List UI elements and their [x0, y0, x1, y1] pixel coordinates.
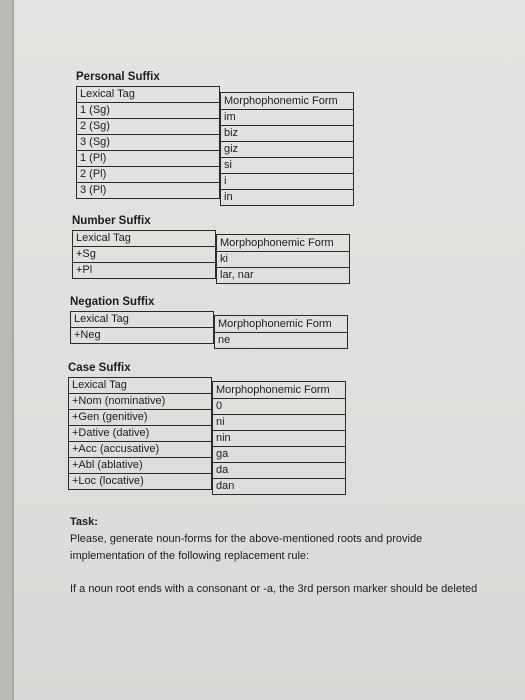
number-suffix-section	[72, 214, 350, 284]
personal-tag-cell: 1 (Sg)	[77, 103, 220, 119]
task-title: Task:	[70, 516, 98, 528]
case-form-cell: nin	[213, 431, 346, 447]
document-page	[12, 0, 525, 700]
task-rule: If a noun root ends with a consonant or -a, the 3rd person marker should be deleted	[70, 583, 478, 595]
task-section	[70, 514, 490, 598]
personal-form-cell: giz	[221, 142, 354, 158]
case-suffix-title: Case Suffix	[68, 362, 131, 374]
personal-tag-cell: 2 (Sg)	[77, 119, 220, 135]
personal-tag-cell: 3 (Sg)	[77, 135, 220, 151]
case-tag-cell: +Nom (nominative)	[69, 394, 212, 410]
personal-tag-header: Lexical Tag	[77, 87, 220, 103]
personal-suffix-section	[76, 70, 354, 206]
negation-form-header: Morphophonemic Form	[215, 316, 348, 333]
case-form-header: Morphophonemic Form	[213, 382, 346, 399]
case-tag-table	[68, 377, 212, 490]
number-form-table	[216, 234, 350, 284]
negation-tag-cell: +Neg	[71, 328, 214, 344]
personal-form-cell: biz	[221, 126, 354, 142]
case-tag-cell: +Gen (genitive)	[69, 410, 212, 426]
personal-tag-table	[76, 86, 220, 199]
negation-suffix-section	[70, 295, 348, 349]
case-tag-cell: +Loc (locative)	[69, 474, 212, 490]
case-form-table	[212, 381, 346, 495]
personal-form-cell: in	[221, 190, 354, 206]
personal-tag-cell: 2 (Pl)	[77, 167, 220, 183]
personal-form-cell: si	[221, 158, 354, 174]
number-tag-table	[72, 230, 216, 279]
case-tag-header: Lexical Tag	[69, 378, 212, 394]
number-form-header: Morphophonemic Form	[217, 235, 350, 252]
personal-form-table	[220, 92, 354, 206]
case-tag-cell: +Acc (accusative)	[69, 442, 212, 458]
number-form-cell: ki	[217, 252, 350, 268]
case-form-cell: da	[213, 463, 346, 479]
personal-suffix-title: Personal Suffix	[76, 71, 160, 83]
personal-form-cell: im	[221, 110, 354, 126]
case-tag-cell: +Abl (ablative)	[69, 458, 212, 474]
number-tag-cell: +Sg	[73, 247, 216, 263]
personal-form-header: Morphophonemic Form	[221, 93, 354, 110]
negation-tag-table	[70, 311, 214, 344]
case-form-cell: 0	[213, 399, 346, 415]
task-description: Please, generate noun-forms for the above-mentioned roots and provide implementation of the following replacement rule:	[70, 533, 423, 562]
number-suffix-title: Number Suffix	[72, 215, 151, 227]
case-form-cell: ga	[213, 447, 346, 463]
case-form-cell: dan	[213, 479, 346, 495]
number-tag-cell: +Pl	[73, 263, 216, 279]
personal-form-cell: i	[221, 174, 354, 190]
personal-tag-cell: 1 (Pl)	[77, 151, 220, 167]
number-tag-header: Lexical Tag	[73, 231, 216, 247]
case-suffix-section	[68, 361, 346, 495]
case-form-cell: ni	[213, 415, 346, 431]
number-form-cell: lar, nar	[217, 268, 350, 284]
negation-tag-header: Lexical Tag	[71, 312, 214, 328]
negation-form-table	[214, 315, 348, 349]
case-tag-cell: +Dative (dative)	[69, 426, 212, 442]
negation-form-cell: ne	[215, 333, 348, 349]
negation-suffix-title: Negation Suffix	[70, 296, 155, 308]
personal-tag-cell: 3 (Pl)	[77, 183, 220, 199]
